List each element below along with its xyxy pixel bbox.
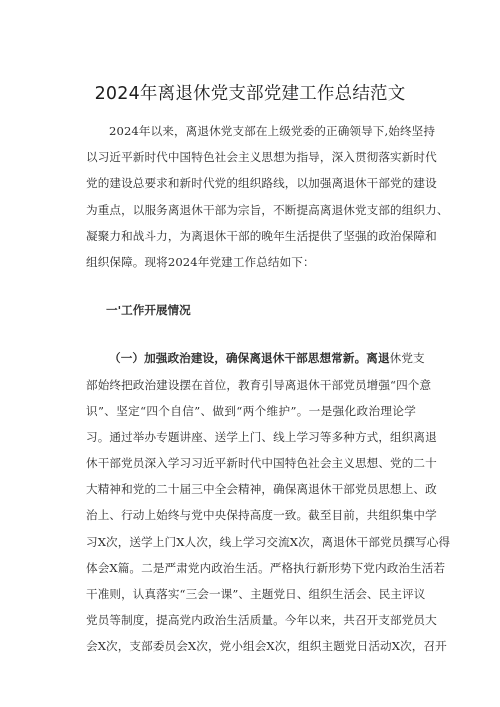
body-line: 习。通过举办专题讲座、送学上门、线上学习等多种方式，组织离退 xyxy=(86,429,437,444)
subsection-first-line xyxy=(86,345,425,371)
intro-line: 组织保障。现将2024年党建工作总结如下： xyxy=(86,254,315,269)
body-line: 会X次，支部委员会X次，党小组会X次，组织主题党日活动X次，召开 xyxy=(86,639,447,654)
body-line: 休干部党员深入学习习近平新时代中国特色社会主义思想、党的二十 xyxy=(86,456,437,471)
document-title: 2024年离退休党支部党建工作总结范文 xyxy=(94,84,406,104)
body-line: 党员等制度，提高党内政治生活质量。今年以来，共召开支部党员大 xyxy=(86,613,437,628)
intro-line: 凝聚力和战斗力，为离退休干部的晚年生活提供了坚强的政治保障和 xyxy=(86,228,437,243)
body-line: 大精神和党的二十届三中全会精神，确保离退休干部党员思想上、政 xyxy=(86,482,437,497)
intro-line: 以习近平新时代中国特色社会主义思想为指导，深入贯彻落实新时代 xyxy=(86,150,437,165)
body-line: 习X次，送学上门X人次，线上学习交流X次，离退休干部党员撰写心得 xyxy=(86,534,451,549)
body-line: 干准则，认真落实“三会一课”、主题党日、组织生活会、民主评议 xyxy=(86,587,426,601)
subsection-first-line-rest: 休党支 xyxy=(389,351,425,366)
subsection-heading: （一）加强政治建设，确保离退休干部思想常新。离退 xyxy=(109,351,390,366)
intro-line: 为重点，以服务离退休干部为宗旨，不断提高离退休党支部的组织力、 xyxy=(86,202,449,217)
intro-line: 2024年以来，离退休党支部在上级党委的正确领导下,始终坚持 xyxy=(109,124,436,138)
intro-line: 党的建设总要求和新时代党的组织路线，以加强离退休干部党的建设 xyxy=(86,176,437,191)
body-line: 识”、坚定“四个自信”、做到“两个维护”。一是强化政治理论学 xyxy=(86,403,416,418)
body-line: 部始终把政治建设摆在首位，教育引导离退休干部党员增强“四个意 xyxy=(86,377,432,392)
section-heading: 一'工作开展情况 xyxy=(106,303,191,318)
body-line: 体会X篇。二是严肃党内政治生活。严格执行新形势下党内政治生活若 xyxy=(86,560,446,575)
document-body xyxy=(86,118,451,660)
body-line: 治上、行动上始终与党中央保持高度一致。截至目前，共组织集中学 xyxy=(86,508,437,523)
